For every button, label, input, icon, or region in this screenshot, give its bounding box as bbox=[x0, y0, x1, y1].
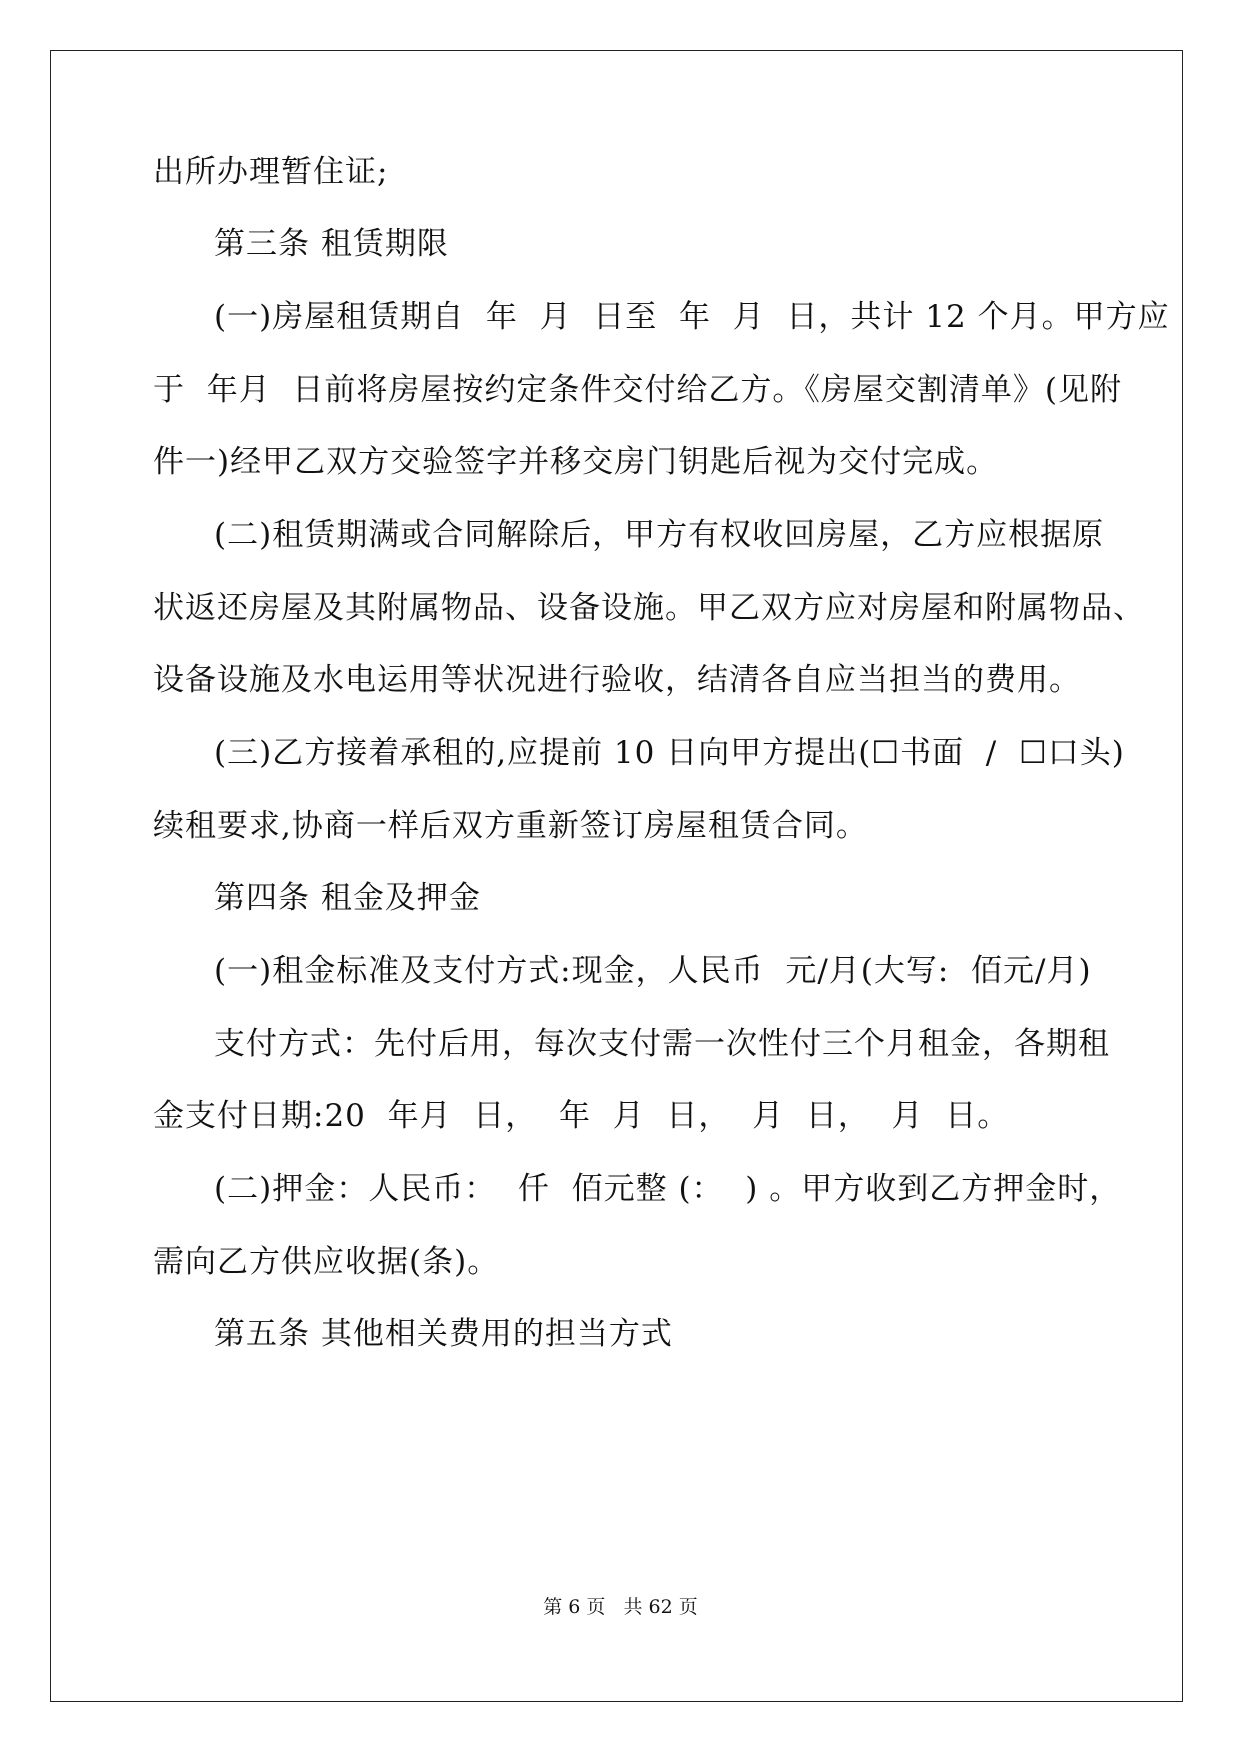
text-line: 需向乙方供应收据(条)。 bbox=[153, 1244, 500, 1280]
text-line: (一)租金标准及支付方式:现金，人民币 元/月(大写: 佰元/月) bbox=[214, 953, 1092, 989]
text-line: (二)租赁期满或合同解除后，甲方有权收回房屋，乙方应根据原 bbox=[214, 517, 1105, 553]
text-line: 支付方式：先付后用，每次支付需一次性付三个月租金，各期租 bbox=[214, 1026, 1110, 1062]
text-line: 续租要求,协商一样后双方重新签订房屋租赁合同。 bbox=[153, 808, 868, 844]
text-line: 件一)经甲乙双方交验签字并移交房门钥匙后视为交付完成。 bbox=[153, 444, 999, 480]
text-line: 于 年月 日前将房屋按约定条件交付给乙方。《房屋交割清单》(见附 bbox=[153, 372, 1123, 408]
section-heading: 第三条 租赁期限 bbox=[214, 226, 449, 262]
text-line: (三)乙方接着承租的,应提前 10 日向甲方提出(☐书面 / ☐口头) bbox=[214, 735, 1125, 771]
text-line: 金支付日期:20 年月 日， 年 月 日， 月 日， 月 日。 bbox=[153, 1098, 1010, 1134]
text-line: 状返还房屋及其附属物品、设备设施。甲乙双方应对房屋和附属物品、 bbox=[153, 590, 1145, 626]
page-number-footer: 第 6 页 共 62 页 bbox=[543, 1596, 698, 1618]
text-line: (二)押金：人民币： 仟 佰元整 (： ) 。甲方收到乙方押金时， bbox=[214, 1171, 1122, 1207]
text-line: (一)房屋租赁期自 年 月 日至 年 月 日，共计 12 个月。甲方应 bbox=[214, 299, 1170, 335]
text-line: 设备设施及水电运用等状况进行验收，结清各自应当担当的费用。 bbox=[153, 662, 1081, 698]
section-heading: 第四条 租金及押金 bbox=[214, 880, 481, 916]
section-heading: 第五条 其他相关费用的担当方式 bbox=[214, 1316, 673, 1352]
text-line: 出所办理暂住证; bbox=[153, 154, 389, 190]
